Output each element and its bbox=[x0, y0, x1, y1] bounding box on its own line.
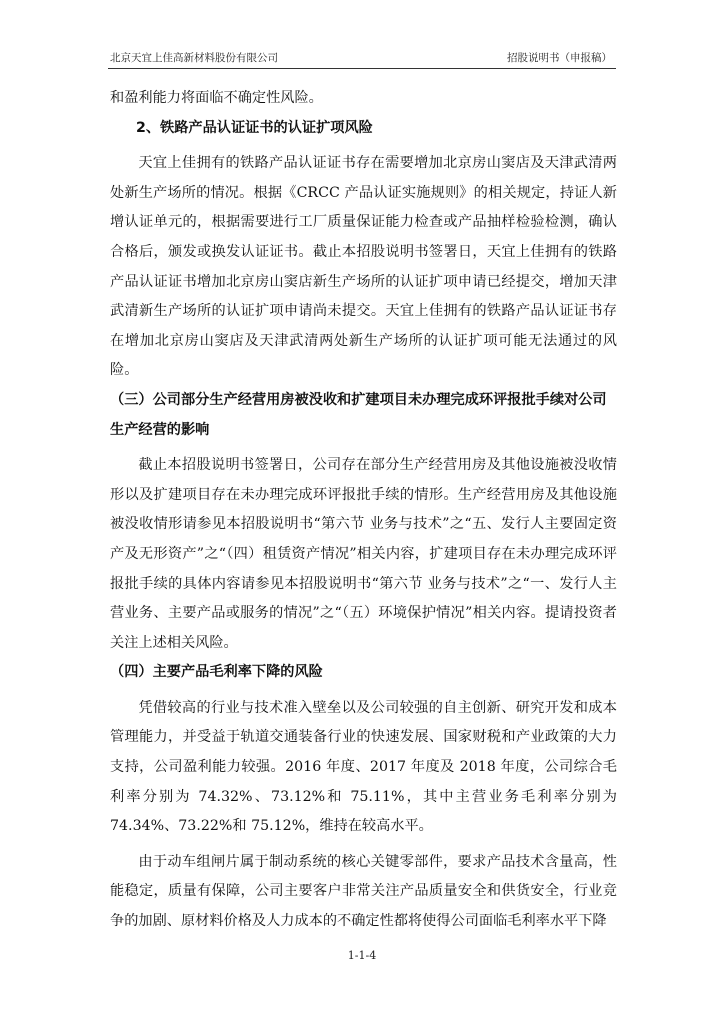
page-header bbox=[108, 50, 616, 66]
paragraph-margin-decline: 由于动车组闸片属于制动系统的核心关键零部件，要求产品技术含量高，性能稳定，质量有保障，公司主要客户非常关注产品质量安全和供货安全，行业竞争的加剧、原材料价格及人力成本的不确定性都将使得公司面临毛利率水平下降 bbox=[110, 853, 617, 930]
paragraph-confiscation-impact: 截止本招股说明书签署日，公司存在部分生产经营用房及其他设施被没收情形以及扩建项目存在未办理完成环评报批手续的情形。生产经营用房及其他设施被没收情形请参见本招股说明书“第六节 业务与技术”之“五、发行人主要固定资产及无形资产”之“（四）租赁资产情况”相关内容，扩建项目存在未办理完成环评报批手续的具体内容请参见本招股说明书“第六节 业务与技术”之“一、发行人主营业务、主要产品或服务的情况”之“（五）环境保护情况”相关内容。提请投资者关注上述相关风险。 bbox=[110, 457, 617, 651]
paragraph-continuation: 和盈利能力将面临不确定性风险。 bbox=[110, 90, 323, 106]
header-divider bbox=[108, 68, 616, 69]
heading-section-3: （三）公司部分生产经营用房被没收和扩建项目未办理完成环评报批手续对公司生产经营的影响 bbox=[110, 391, 607, 438]
paragraph-gross-margin: 凭借较高的行业与技术准入壁垒以及公司较强的自主创新、研究开发和成本管理能力，并受益于轨道交通装备行业的快速发展、国家财税和产业政策的大力支持，公司盈利能力较强。2016 年度、2017 年度及 2018 年度，公司综合毛利率分别为 74.32%、73.12%和 75.11%，其中主营业务毛利率分别为 74.34%、73.22%和 75.12%，维持在较高水平。 bbox=[110, 699, 617, 835]
heading-rail-certification-risk: 2、铁路产品认证证书的认证扩项风险 bbox=[136, 119, 373, 136]
document-body bbox=[110, 84, 617, 937]
header-document-type: 招股说明书（申报稿） bbox=[507, 52, 612, 64]
heading-section-4: （四）主要产品毛利率下降的风险 bbox=[110, 664, 323, 681]
header-company-name: 北京天宜上佳高新材料股份有限公司 bbox=[110, 52, 278, 64]
page-number: 1-1-4 bbox=[347, 949, 377, 962]
paragraph-rail-certification: 天宜上佳拥有的铁路产品认证证书存在需要增加北京房山窦店及天津武清两处新生产场所的情况。根据《CRCC 产品认证实施规则》的相关规定，持证人新增认证单元的，根据需要进行工厂质量保证能力检查或产品抽样检验检测，确认合格后，颁发或换发认证证书。截止本招股说明书签署日，天宜上佳拥有的铁路产品认证证书增加北京房山窦店新生产场所的认证扩项申请已经提交，增加天津武清新生产场所的认证扩项申请尚未提交。天宜上佳拥有的铁路产品认证证书存在增加北京房山窦店及天津武清两处新生产场所的认证扩项可能无法通过的风险。 bbox=[110, 155, 617, 379]
